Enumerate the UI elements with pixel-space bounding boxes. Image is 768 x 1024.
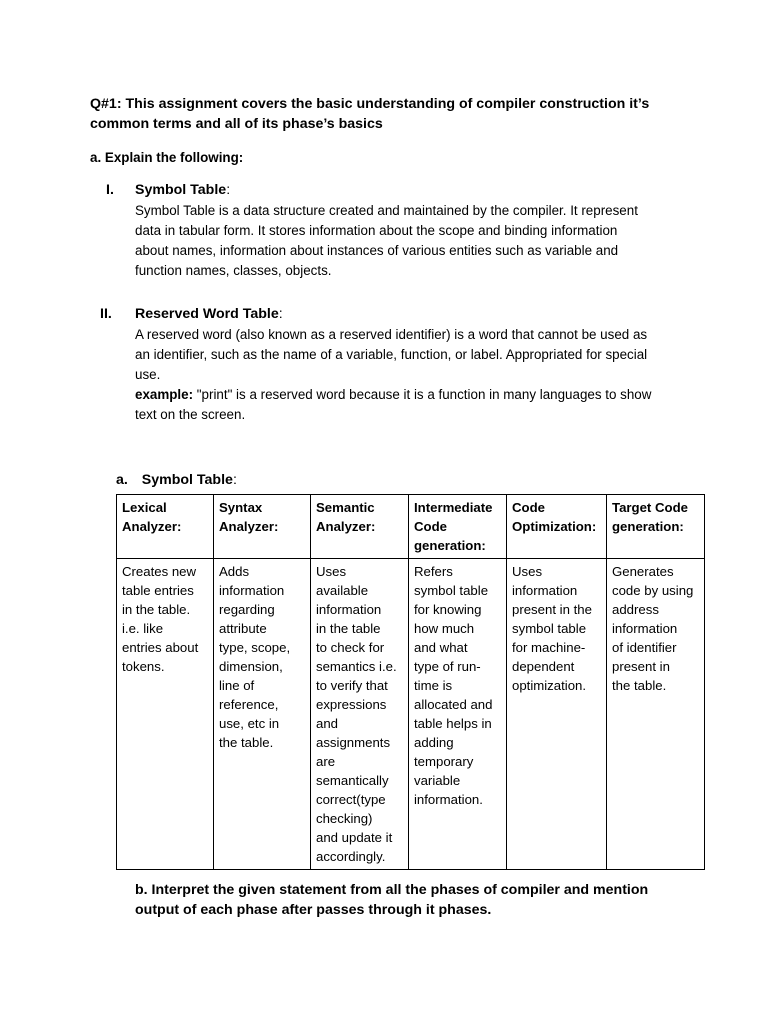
cell-line: information. xyxy=(414,792,483,807)
cell-line: table helps in xyxy=(414,716,492,731)
header-line: Code xyxy=(512,500,545,515)
cell-lexical-analyzer xyxy=(117,559,214,870)
cell-line: symbol table xyxy=(414,583,489,598)
cell-line: correct(type xyxy=(316,792,386,807)
cell-line: in the table xyxy=(316,621,381,636)
section-heading-text: Symbol Table xyxy=(141,472,233,488)
item-heading-text: Symbol Table xyxy=(135,182,227,198)
cell-line: variable xyxy=(414,773,461,788)
cell-line: dependent xyxy=(512,659,575,674)
cell-line: tokens. xyxy=(122,659,165,674)
cell-line: how much xyxy=(414,621,475,636)
paragraph-line: function names, classes, objects. xyxy=(135,263,332,278)
cell-intermediate-code-generation xyxy=(409,559,507,870)
cell-line: temporary xyxy=(414,754,474,769)
cell-line: semantics i.e. xyxy=(316,659,397,674)
cell-line: entries about xyxy=(122,640,199,655)
cell-line: information xyxy=(219,583,285,598)
cell-line: use, etc in xyxy=(219,716,280,731)
part-a-intro: a. Explain the following: xyxy=(90,150,244,165)
cell-line: Generates xyxy=(612,564,674,579)
cell-line: the table. xyxy=(612,678,667,693)
header-line: Optimization: xyxy=(512,519,597,534)
cell-line: type of run- xyxy=(414,659,481,674)
paragraph-line: an identifier, such as the name of a variable, function, or label. Appropriated for special xyxy=(135,347,648,362)
cell-line: present in xyxy=(612,659,670,674)
header-line: Intermediate xyxy=(414,500,493,515)
header-line: Target Code xyxy=(612,500,688,515)
header-syntax-analyzer xyxy=(214,495,311,559)
header-target-code-generation xyxy=(607,495,705,559)
symbol-table-description xyxy=(135,201,695,281)
cell-semantic-analyzer xyxy=(311,559,409,870)
header-intermediate-code-generation xyxy=(409,495,507,559)
item-numeral: I. xyxy=(106,182,114,198)
cell-target-code-generation xyxy=(607,559,705,870)
cell-line: symbol table xyxy=(512,621,587,636)
header-lexical-analyzer xyxy=(117,495,214,559)
cell-line: adding xyxy=(414,735,454,750)
header-line: generation: xyxy=(612,519,684,534)
cell-line: to check for xyxy=(316,640,385,655)
cell-line: accordingly. xyxy=(316,849,386,864)
part-b-line: b. Interpret the given statement from all the phases of compiler and mention xyxy=(135,882,649,898)
header-line: Lexical xyxy=(122,500,167,515)
cell-line: reference, xyxy=(219,697,279,712)
cell-line: expressions xyxy=(316,697,387,712)
cell-line: present in the xyxy=(512,602,592,617)
cell-line: type, scope, xyxy=(219,640,291,655)
header-code-optimization xyxy=(507,495,607,559)
cell-line: information xyxy=(512,583,578,598)
cell-line: time is xyxy=(414,678,453,693)
cell-line: for machine- xyxy=(512,640,586,655)
cell-line: assignments xyxy=(316,735,391,750)
cell-line: Adds xyxy=(219,564,250,579)
cell-line: checking) xyxy=(316,811,373,826)
cell-line: code by using xyxy=(612,583,694,598)
cell-line: are xyxy=(316,754,336,769)
item-heading-reserved-word-table xyxy=(135,304,283,324)
header-line: Code xyxy=(414,519,447,534)
reserved-word-description xyxy=(135,325,695,425)
cell-line: i.e. like xyxy=(122,621,164,636)
header-semantic-analyzer xyxy=(311,495,409,559)
cell-syntax-analyzer xyxy=(214,559,311,870)
part-b-prompt xyxy=(135,880,735,920)
cell-line: in the table. xyxy=(122,602,191,617)
cell-line: optimization. xyxy=(512,678,587,693)
cell-line: line of xyxy=(219,678,255,693)
item-numeral: II. xyxy=(100,306,112,322)
cell-line: table entries xyxy=(122,583,194,598)
cell-line: Uses xyxy=(512,564,543,579)
cell-line: address xyxy=(612,602,659,617)
cell-line: allocated and xyxy=(414,697,493,712)
cell-line: attribute xyxy=(219,621,267,636)
cell-line: for knowing xyxy=(414,602,482,617)
paragraph-line: Symbol Table is a data structure created and maintained by the compiler. It represent xyxy=(135,203,638,218)
item-heading-colon: : xyxy=(278,306,283,322)
cell-line: Creates new xyxy=(122,564,197,579)
cell-line: of identifier xyxy=(612,640,677,655)
item-heading-text: Reserved Word Table xyxy=(135,306,279,322)
cell-line: regarding xyxy=(219,602,275,617)
symbol-table-section-heading xyxy=(116,470,237,490)
cell-line: the table. xyxy=(219,735,274,750)
section-heading-colon: : xyxy=(232,472,237,488)
item-heading-symbol-table xyxy=(135,180,230,200)
question-title-line: Q#1: This assignment covers the basic understanding of compiler construction it’s xyxy=(90,96,650,112)
question-title-line: common terms and all of its phase’s basics xyxy=(90,116,383,132)
paragraph-line: about names, information about instances of various entities such as variable and xyxy=(135,243,619,258)
cell-code-optimization xyxy=(507,559,607,870)
cell-line: semantically xyxy=(316,773,389,788)
paragraph-line: use. xyxy=(135,367,161,382)
section-marker: a. xyxy=(116,472,128,488)
example-line xyxy=(135,385,695,405)
table-header-row xyxy=(117,495,705,559)
header-line: Semantic xyxy=(316,500,375,515)
cell-line: information xyxy=(612,621,678,636)
example-label: example: xyxy=(135,387,194,402)
example-text: "print" is a reserved word because it is a function in many languages to show xyxy=(193,387,652,402)
header-line: Analyzer: xyxy=(122,519,182,534)
header-line: Analyzer: xyxy=(219,519,279,534)
cell-line: dimension, xyxy=(219,659,283,674)
cell-line: Refers xyxy=(414,564,453,579)
question-title xyxy=(90,94,680,134)
header-line: Syntax xyxy=(219,500,263,515)
item-heading-colon: : xyxy=(226,182,231,198)
cell-line: and xyxy=(316,716,339,731)
cell-line: to verify that xyxy=(316,678,388,693)
paragraph-line: text on the screen. xyxy=(135,407,246,422)
cell-line: information xyxy=(316,602,382,617)
paragraph-line: data in tabular form. It stores information about the scope and binding information xyxy=(135,223,618,238)
cell-line: Uses xyxy=(316,564,347,579)
cell-line: and what xyxy=(414,640,468,655)
header-line: generation: xyxy=(414,538,486,553)
part-b-line: output of each phase after passes through it phases. xyxy=(135,902,492,918)
compiler-phases-table xyxy=(116,494,705,870)
paragraph-line: A reserved word (also known as a reserved identifier) is a word that cannot be used as xyxy=(135,327,648,342)
table-row xyxy=(117,559,705,870)
cell-line: available xyxy=(316,583,369,598)
header-line: Analyzer: xyxy=(316,519,376,534)
cell-line: and update it xyxy=(316,830,393,845)
